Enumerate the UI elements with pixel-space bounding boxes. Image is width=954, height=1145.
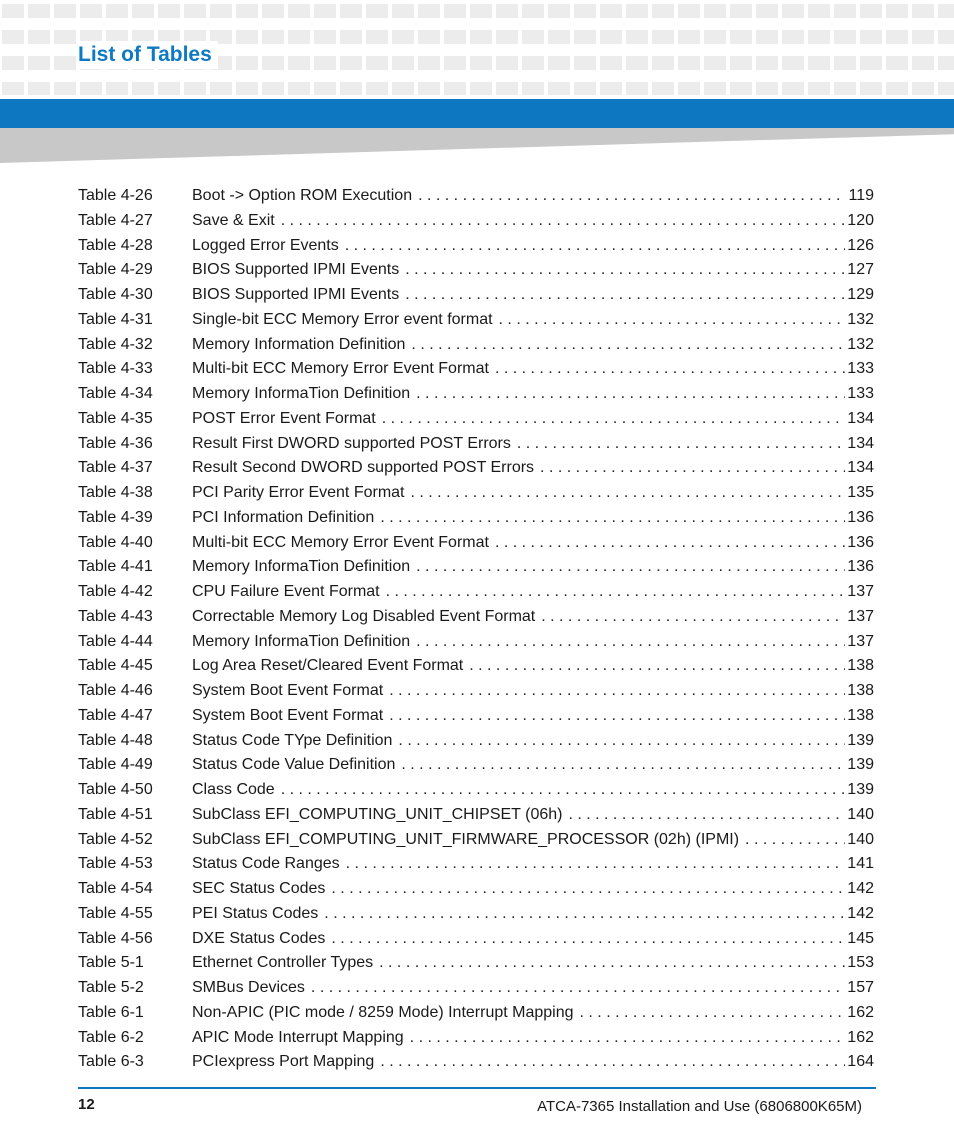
toc-entry[interactable] [78,803,874,828]
toc-entry[interactable] [78,828,874,853]
toc-entry[interactable] [78,852,874,877]
toc-entry-number: Table 4-26 [78,187,153,204]
toc-entry-page: 120 [847,211,874,229]
toc-leader-dots [469,654,845,679]
toc-entry-page: 136 [847,533,874,551]
toc-entry[interactable] [78,679,874,704]
toc-entry-page: 134 [847,409,874,427]
toc-entry-number: Table 4-30 [78,286,153,303]
toc-entry-page: 162 [847,1028,874,1046]
toc-leader-dots [331,927,845,952]
toc-entry-title: Result First DWORD supported POST Errors [192,434,511,452]
toc-entry-title: Multi-bit ECC Memory Error Event Format [192,360,489,378]
toc-entry-number: Table 4-48 [78,731,153,749]
toc-entry[interactable] [78,753,874,778]
toc-entry-title: SubClass EFI_COMPUTING_UNIT_FIRMWARE_PROCESSOR (02h) (IPMI) [192,830,740,848]
toc-leader-dots [411,333,845,358]
toc-entry-number: Table 4-47 [78,706,153,724]
toc-entry[interactable] [78,283,874,308]
toc-entry-page: 153 [847,954,874,972]
toc-entry-title: SMBus Devices [192,979,305,996]
toc-entry-page: 162 [847,1003,874,1021]
toc-entry-number: Table 4-37 [78,459,153,477]
toc-entry-number: Table 4-43 [78,607,153,625]
toc-entry-title: BIOS Supported IPMI Events [192,286,400,303]
toc-entry-page: 137 [847,607,874,625]
toc-entry-title: Status Code Value Definition [192,756,396,774]
toc-entry-number: Table 4-27 [78,211,153,229]
header-band [0,99,954,128]
toc-leader-dots [331,877,845,902]
toc-entry[interactable] [78,258,874,283]
toc-entry-number: Table 4-41 [78,558,153,576]
toc-entry-page: 164 [847,1053,874,1071]
toc-leader-dots [380,506,845,531]
toc-entry-number: Table 4-33 [78,360,153,378]
toc-entry-page: 135 [847,484,874,501]
toc-entry-page: 145 [847,929,874,947]
toc-leader-dots [398,729,845,754]
toc-leader-dots [382,407,846,432]
toc-leader-dots [281,209,846,234]
toc-entry[interactable] [78,704,874,729]
toc-entry[interactable] [78,234,874,259]
toc-entry-title: Status Code TYpe Definition [192,731,393,749]
toc-leader-dots [541,605,845,630]
toc-leader-dots [416,382,845,407]
toc-entry-number: Table 6-3 [78,1053,144,1071]
toc-entry-number: Table 4-38 [78,484,153,501]
toc-leader-dots [568,803,845,828]
toc-entry[interactable] [78,778,874,803]
toc-entry-number: Table 4-42 [78,583,153,600]
toc-entry[interactable] [78,357,874,382]
toc-entry-number: Table 4-31 [78,310,153,328]
table-list [78,184,874,1075]
document-title: ATCA-7365 Installation and Use (6806800K65M) [537,1098,862,1115]
toc-leader-dots [517,432,845,457]
toc-entry[interactable] [78,184,874,209]
toc-entry-title: BIOS Supported IPMI Events [192,261,400,279]
toc-entry-page: 134 [847,434,874,452]
toc-entry-page: 132 [847,310,874,328]
toc-entry-title: Logged Error Events [192,236,339,254]
toc-entry-page: 134 [847,459,874,477]
toc-entry-page: 157 [847,979,874,996]
toc-entry-title: Multi-bit ECC Memory Error Event Format [192,533,489,551]
toc-entry[interactable] [78,432,874,457]
toc-entry-page: 137 [847,583,874,600]
toc-leader-dots [410,1026,846,1051]
toc-leader-dots [389,704,845,729]
toc-entry-page: 140 [847,830,874,848]
toc-entry[interactable] [78,1050,874,1075]
toc-entry-title: Ethernet Controller Types [192,954,374,972]
toc-entry-page: 138 [847,682,874,699]
toc-entry-title: POST Error Event Format [192,409,376,427]
toc-entry-page: 138 [847,657,874,675]
toc-entry-number: Table 4-34 [78,385,153,402]
toc-entry-page: 141 [847,855,874,873]
toc-entry[interactable] [78,605,874,630]
toc-entry-title: Memory InformaTion Definition [192,385,411,402]
toc-entry-number: Table 4-51 [78,805,153,823]
toc-entry-number: Table 5-1 [78,954,144,972]
toc-entry-title: PCI Information Definition [192,508,375,526]
toc-entry-number: Table 4-45 [78,657,153,675]
toc-leader-dots [416,555,845,580]
toc-leader-dots [380,1050,845,1075]
toc-entry-page: 138 [847,706,874,724]
toc-entry-title: Correctable Memory Log Disabled Event Format [192,607,536,625]
toc-entry-title: System Boot Event Format [192,682,384,699]
toc-entry-number: Table 4-40 [78,533,153,551]
toc-entry-number: Table 4-55 [78,904,153,922]
toc-leader-dots [495,531,845,556]
toc-leader-dots [411,481,846,506]
toc-entry-number: Table 6-1 [78,1003,144,1021]
toc-entry-page: 139 [847,731,874,749]
toc-entry-page: 133 [847,385,874,402]
toc-entry-title: SEC Status Codes [192,880,326,897]
toc-entry-page: 126 [847,236,874,254]
toc-entry[interactable] [78,456,874,481]
toc-entry-title: Memory InformaTion Definition [192,632,411,650]
toc-leader-dots [311,976,845,1001]
toc-entry[interactable] [78,308,874,333]
toc-entry[interactable] [78,1001,874,1026]
toc-entry-number: Table 4-54 [78,880,153,897]
toc-entry-title: System Boot Event Format [192,706,384,724]
toc-entry-page: 119 [848,187,874,204]
toc-entry[interactable] [78,976,874,1001]
toc-leader-dots [418,184,846,209]
toc-entry-title: Boot -> Option ROM Execution [192,187,413,204]
toc-entry-number: Table 4-50 [78,781,153,798]
toc-leader-dots [324,902,845,927]
toc-entry[interactable] [78,729,874,754]
toc-entry-number: Table 4-35 [78,409,153,427]
toc-entry-title: Memory Information Definition [192,335,406,353]
footer-divider [78,1087,876,1089]
toc-entry[interactable] [78,927,874,952]
toc-entry[interactable] [78,555,874,580]
toc-entry-title: Non-APIC (PIC mode / 8259 Mode) Interrupt Mapping [192,1003,574,1021]
toc-entry-page: 129 [847,286,874,303]
toc-entry-number: Table 4-53 [78,855,153,873]
toc-leader-dots [580,1001,846,1026]
toc-entry-page: 139 [847,781,874,798]
toc-entry-page: 136 [847,558,874,576]
toc-leader-dots [379,951,845,976]
toc-leader-dots [745,828,845,853]
toc-entry-number: Table 4-52 [78,830,153,848]
toc-entry-page: 127 [847,261,874,279]
page-number: 12 [78,1096,95,1113]
toc-entry[interactable] [78,654,874,679]
toc-entry-title: Save & Exit [192,211,275,229]
toc-entry-title: DXE Status Codes [192,929,326,947]
header-wedge [0,128,954,163]
toc-entry-page: 136 [847,508,874,526]
toc-entry-page: 139 [847,756,874,774]
toc-entry-title: Memory InformaTion Definition [192,558,411,576]
toc-entry-number: Table 4-36 [78,434,153,452]
toc-leader-dots [346,852,846,877]
toc-entry-number: Table 4-32 [78,335,153,353]
toc-entry-number: Table 4-56 [78,929,153,947]
toc-entry[interactable] [78,630,874,655]
toc-entry-number: Table 5-2 [78,979,144,996]
toc-entry[interactable] [78,951,874,976]
toc-entry[interactable] [78,1026,874,1051]
toc-entry-title: CPU Failure Event Format [192,583,380,600]
toc-entry-title: Single-bit ECC Memory Error event format [192,310,493,328]
toc-leader-dots [386,580,846,605]
toc-entry[interactable] [78,877,874,902]
toc-entry-title: SubClass EFI_COMPUTING_UNIT_CHIPSET (06h) [192,805,563,823]
toc-entry-page: 142 [847,904,874,922]
toc-entry-page: 132 [847,335,874,353]
toc-entry[interactable] [78,506,874,531]
toc-entry-title: Log Area Reset/Cleared Event Format [192,657,464,675]
toc-leader-dots [405,283,845,308]
toc-entry[interactable] [78,481,874,506]
toc-entry-number: Table 4-28 [78,236,153,254]
toc-leader-dots [416,630,845,655]
toc-entry-title: PCI Parity Error Event Format [192,484,405,501]
toc-entry-title: APIC Mode Interrupt Mapping [192,1028,404,1046]
toc-entry-number: Table 4-49 [78,756,153,774]
toc-entry-title: PEI Status Codes [192,904,319,922]
toc-entry[interactable] [78,531,874,556]
toc-entry[interactable] [78,580,874,605]
toc-entry-number: Table 4-29 [78,261,153,279]
toc-entry[interactable] [78,209,874,234]
page-title: List of Tables [78,41,218,69]
toc-entry-title: Status Code Ranges [192,855,340,873]
toc-entry[interactable] [78,333,874,358]
toc-entry-number: Table 4-46 [78,682,153,699]
toc-entry-page: 140 [847,805,874,823]
toc-entry[interactable] [78,407,874,432]
toc-entry-title: Result Second DWORD supported POST Errors [192,459,535,477]
toc-entry-title: Class Code [192,781,275,798]
toc-leader-dots [401,753,845,778]
toc-entry-page: 142 [847,880,874,897]
toc-entry-title: PCIexpress Port Mapping [192,1053,375,1071]
toc-entry[interactable] [78,902,874,927]
toc-entry-number: Table 4-44 [78,632,153,650]
toc-entry-number: Table 6-2 [78,1028,144,1046]
toc-leader-dots [499,308,846,333]
toc-leader-dots [495,357,845,382]
toc-entry-page: 137 [847,632,874,650]
toc-entry[interactable] [78,382,874,407]
toc-leader-dots [345,234,846,259]
toc-leader-dots [281,778,846,803]
toc-entry-page: 133 [847,360,874,378]
toc-leader-dots [389,679,845,704]
toc-leader-dots [540,456,845,481]
toc-leader-dots [405,258,845,283]
toc-entry-number: Table 4-39 [78,508,153,526]
